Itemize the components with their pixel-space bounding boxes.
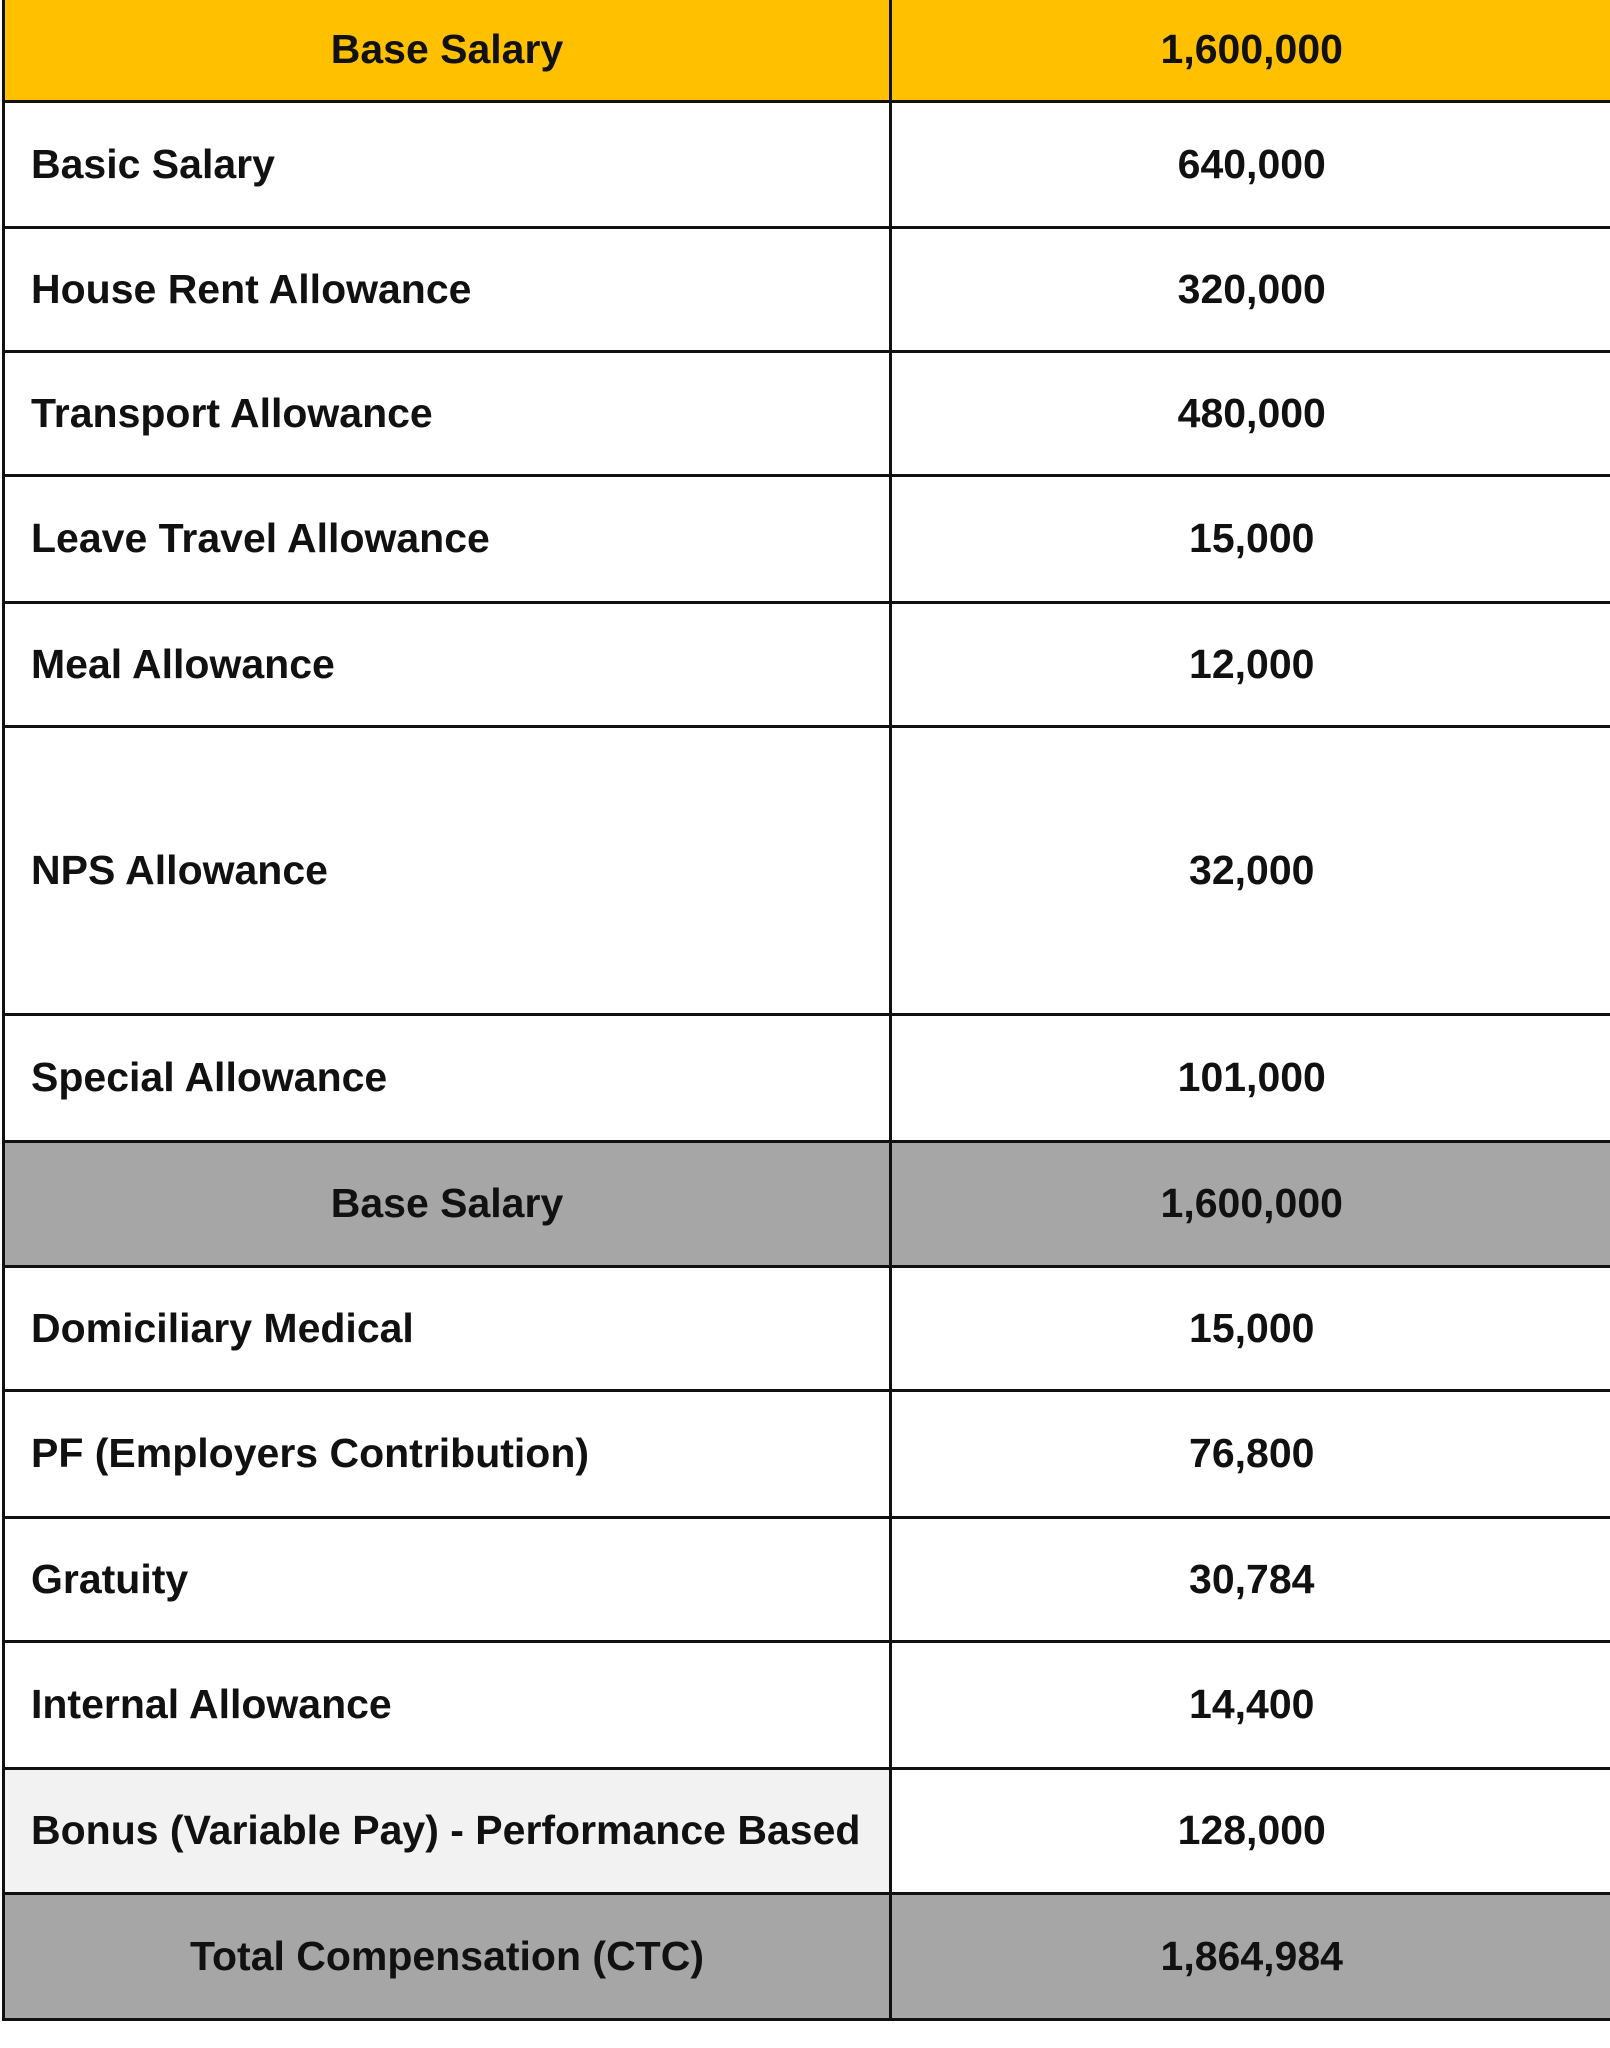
row-value: 480,000 — [891, 351, 1610, 475]
header-label: Base Salary — [4, 0, 891, 101]
row-value: 128,000 — [891, 1768, 1610, 1893]
row-value: 15,000 — [891, 475, 1610, 602]
table-row — [4, 1014, 1610, 1141]
row-value: 640,000 — [891, 101, 1610, 227]
table-row — [4, 101, 1610, 227]
row-value: 101,000 — [891, 1014, 1610, 1141]
row-label: Bonus (Variable Pay) - Performance Based — [4, 1768, 891, 1893]
total-value: 1,864,984 — [891, 1893, 1610, 2019]
total-row — [4, 1893, 1610, 2019]
table-row — [4, 1517, 1610, 1641]
row-label: NPS Allowance — [4, 726, 891, 1014]
table-row — [4, 351, 1610, 475]
subtotal-label: Base Salary — [4, 1141, 891, 1266]
total-label: Total Compensation (CTC) — [4, 1893, 891, 2019]
row-value: 14,400 — [891, 1641, 1610, 1768]
row-value: 32,000 — [891, 726, 1610, 1014]
row-label: Transport Allowance — [4, 351, 891, 475]
row-label: Domiciliary Medical — [4, 1266, 891, 1390]
compensation-table — [2, 0, 1610, 2021]
row-value: 12,000 — [891, 602, 1610, 726]
row-value: 320,000 — [891, 227, 1610, 351]
header-value: 1,600,000 — [891, 0, 1610, 101]
table-row — [4, 726, 1610, 1014]
row-label: Leave Travel Allowance — [4, 475, 891, 602]
table-row — [4, 1768, 1610, 1893]
table-row — [4, 1266, 1610, 1390]
subtotal-row — [4, 1141, 1610, 1266]
row-label: PF (Employers Contribution) — [4, 1390, 891, 1517]
row-label: Gratuity — [4, 1517, 891, 1641]
row-value: 76,800 — [891, 1390, 1610, 1517]
row-label: House Rent Allowance — [4, 227, 891, 351]
table-row — [4, 1641, 1610, 1768]
header-row — [4, 0, 1610, 101]
table-row — [4, 602, 1610, 726]
row-label: Internal Allowance — [4, 1641, 891, 1768]
table-row — [4, 475, 1610, 602]
table-row — [4, 1390, 1610, 1517]
table-row — [4, 227, 1610, 351]
row-label: Meal Allowance — [4, 602, 891, 726]
row-value: 30,784 — [891, 1517, 1610, 1641]
row-label: Basic Salary — [4, 101, 891, 227]
subtotal-value: 1,600,000 — [891, 1141, 1610, 1266]
row-label: Special Allowance — [4, 1014, 891, 1141]
row-value: 15,000 — [891, 1266, 1610, 1390]
